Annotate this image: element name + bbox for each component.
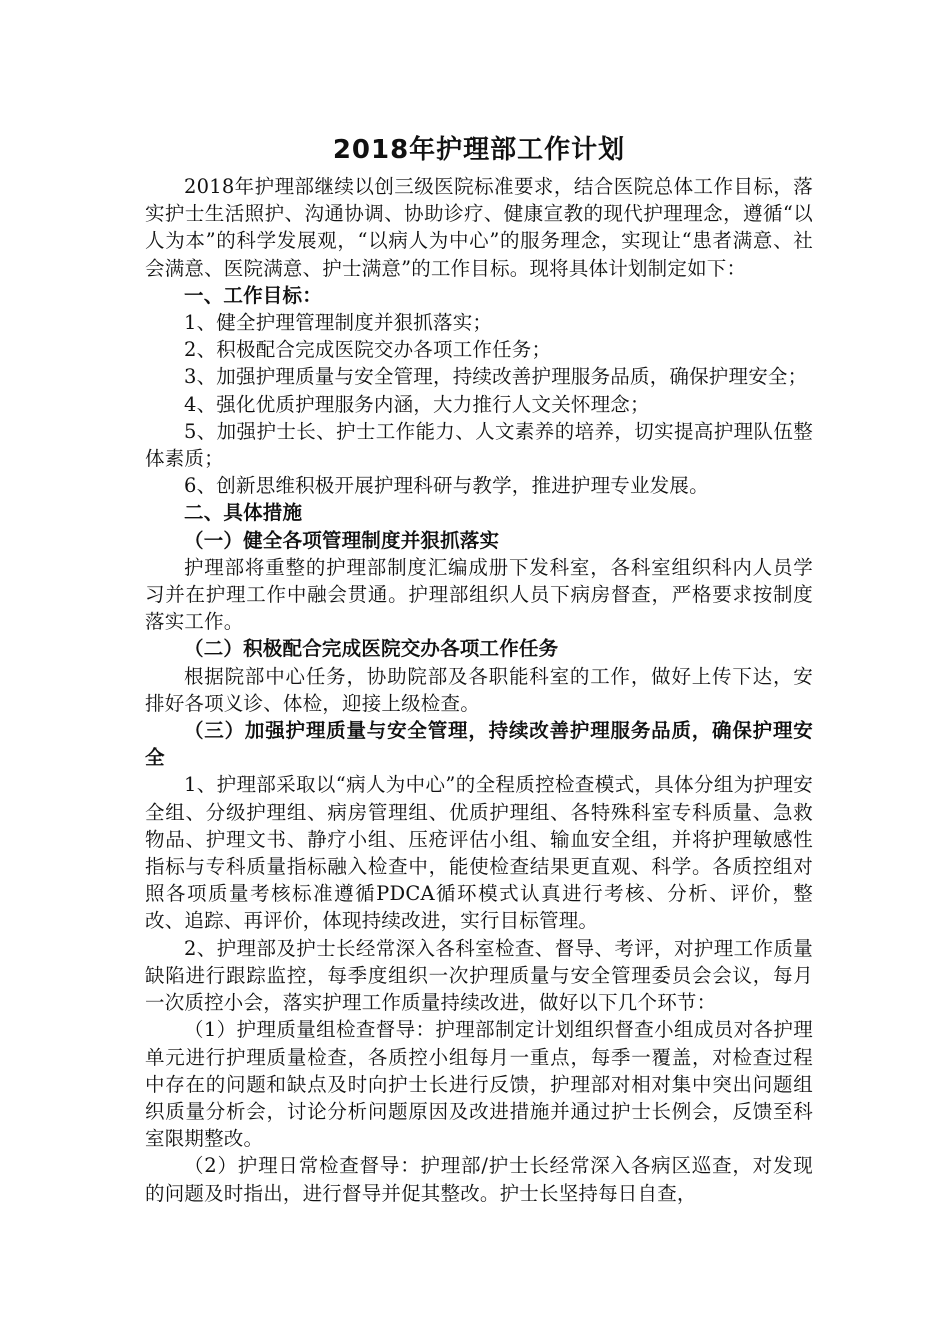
goal-item: 2、积极配合完成医院交办各项工作任务； bbox=[184, 338, 552, 362]
section-heading-goals: 一、工作目标： bbox=[184, 283, 322, 307]
goal-item: 5、加强护士长、护士工作能力、人文素养的培养，切实提高护理队伍整体素质； bbox=[145, 419, 813, 471]
subsection-heading-3: （三）加强护理质量与安全管理，持续改善护理服务品质，确保护理安全 bbox=[145, 719, 813, 770]
goal-item: 3、加强护理质量与安全管理，持续改善护理服务品质，确保护理安全； bbox=[184, 365, 808, 389]
subsection-3-paragraph-4: （2）护理日常检查督导：护理部/护士长经常深入各病区巡查，对发现的问题及时指出，进行督导并促其整改。护士长坚持每日自查， bbox=[145, 1154, 813, 1205]
subsection-3-paragraph-3: （1）护理质量组检查督导：护理部制定计划组织督查小组成员对各护理单元进行护理质量检查，各质控小组每月一重点，每季一覆盖，对检查过程中存在的问题和缺点及时向护士长进行反馈，护理部对相对集中突出问题组织质量分析会，讨论分析问题原因及改进措施并通过护士长例会，反馈至科室限期整改。 bbox=[145, 1018, 813, 1151]
subsection-1-text: 护理部将重整的护理部制度汇编成册下发科室，各科室组织科内人员学习并在护理工作中融会贯通。护理部组织人员下病房督查，严格要求按制度落实工作。 bbox=[145, 555, 813, 634]
subsection-heading-1: （一）健全各项管理制度并狠抓落实 bbox=[184, 528, 500, 552]
goal-item: 4、强化优质护理服务内涵，大力推行人文关怀理念； bbox=[184, 392, 650, 416]
intro-paragraph: 2018年护理部继续以创三级医院标准要求，结合医院总体工作目标，落实护士生活照护、沟通协调、协助诊疗、健康宣教的现代护理理念，遵循“以人为本”的科学发展观，“以病人为中心”的服务理念，实现让“患者满意、社会满意、医院满意、护士满意”的工作目标。现将具体计划制定如下： bbox=[145, 175, 813, 280]
subsection-2-text: 根据院部中心任务，协助院部及各职能科室的工作，做好上传下达，安排好各项义诊、体检，迎接上级检查。 bbox=[145, 664, 813, 715]
document-title: 2018年护理部工作计划 bbox=[332, 135, 626, 165]
goal-item: 1、健全护理管理制度并狠抓落实； bbox=[184, 311, 493, 335]
subsection-heading-2: （二）积极配合完成医院交办各项工作任务 bbox=[184, 637, 559, 661]
document-page bbox=[145, 132, 813, 1207]
goal-item: 6、创新思维积极开展护理科研与教学，推进护理专业发展。 bbox=[184, 474, 709, 498]
subsection-3-paragraph-1: 1、护理部采取以“病人为中心”的全程质控检查模式，具体分组为护理安全组、分级护理组、病房管理组、优质护理组、各特殊科室专科质量、急救物品、护理文书、静疗小组、压疮评估小组、输血安全组，并将护理敏感性指标与专科质量指标融入检查中，能使检查结果更直观、科学。各质控组对照各项质量考核标准遵循PDCA循环模式认真进行考核、分析、评价，整改、追踪、再评价，体现持续改进，实行目标管理。 bbox=[145, 773, 813, 933]
subsection-3-paragraph-2: 2、护理部及护士长经常深入各科室检查、督导、考评，对护理工作质量缺陷进行跟踪监控，每季度组织一次护理质量与安全管理委员会会议，每月一次质控小会，落实护理工作质量持续改进，做好以下几个环节： bbox=[145, 936, 813, 1015]
section-heading-measures: 二、具体措施 bbox=[184, 501, 303, 525]
